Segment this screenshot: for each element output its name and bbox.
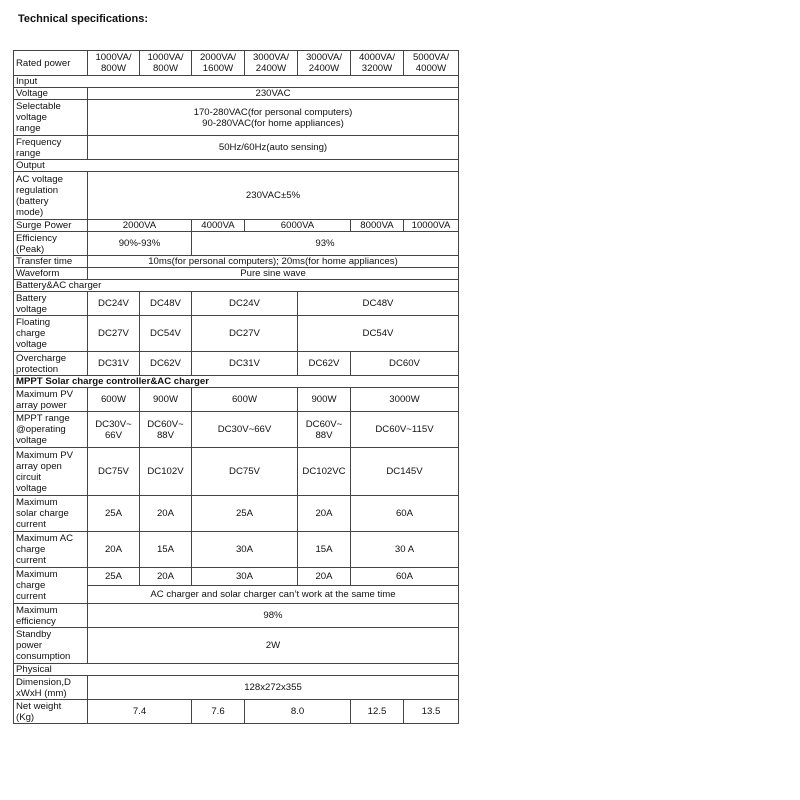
- table-cell: 3000W: [351, 388, 459, 412]
- table-row: [14, 676, 459, 700]
- table-cell: 8000VA: [351, 220, 404, 232]
- section-header: Output: [14, 160, 459, 172]
- row-label: AC voltage regulation (battery mode): [14, 172, 88, 220]
- table-cell: 50Hz/60Hz(auto sensing): [88, 136, 459, 160]
- table-cell: DC24V: [192, 292, 298, 316]
- table-cell: DC27V: [88, 316, 140, 352]
- table-row: [14, 268, 459, 280]
- table-cell: 20A: [88, 532, 140, 568]
- row-label: Waveform: [14, 268, 88, 280]
- table-cell: DC48V: [140, 292, 192, 316]
- row-label: MPPT range @operating voltage: [14, 412, 88, 448]
- table-cell: DC102VC: [298, 448, 351, 496]
- table-row: [14, 448, 459, 496]
- table-cell: DC102V: [140, 448, 192, 496]
- table-cell: DC62V: [140, 352, 192, 376]
- table-cell: AC charger and solar charger can’t work at the same time: [88, 586, 459, 604]
- table-cell: 60A: [351, 568, 459, 586]
- table-row: [14, 232, 459, 256]
- table-row: [14, 388, 459, 412]
- table-cell: 25A: [192, 496, 298, 532]
- table-cell: 93%: [192, 232, 459, 256]
- table-cell: 25A: [88, 568, 140, 586]
- table-cell: 20A: [140, 496, 192, 532]
- table-cell: 25A: [88, 496, 140, 532]
- table-cell: DC48V: [298, 292, 459, 316]
- table-cell: 20A: [140, 568, 192, 586]
- table-cell: DC27V: [192, 316, 298, 352]
- row-label: Transfer time: [14, 256, 88, 268]
- row-label: Battery voltage: [14, 292, 88, 316]
- table-cell: 5000VA/ 4000W: [404, 51, 459, 76]
- table-cell: DC60V: [351, 352, 459, 376]
- table-cell: DC54V: [140, 316, 192, 352]
- spec-table: [13, 50, 459, 724]
- table-cell: 7.4: [88, 700, 192, 724]
- table-cell: 15A: [298, 532, 351, 568]
- table-row: [14, 316, 459, 352]
- table-row: [14, 88, 459, 100]
- table-cell: DC75V: [88, 448, 140, 496]
- table-row: [14, 532, 459, 568]
- table-cell: DC60V~ 88V: [298, 412, 351, 448]
- table-cell: DC145V: [351, 448, 459, 496]
- spec-table-body: [14, 51, 459, 724]
- table-cell: 2000VA/ 1600W: [192, 51, 245, 76]
- table-cell: Pure sine wave: [88, 268, 459, 280]
- row-label: Efficiency (Peak): [14, 232, 88, 256]
- table-row: [14, 256, 459, 268]
- row-label: Selectable voltage range: [14, 100, 88, 136]
- table-cell: 10ms(for personal computers); 20ms(for home appliances): [88, 256, 459, 268]
- table-row: [14, 604, 459, 628]
- table-cell: 60A: [351, 496, 459, 532]
- row-label: Voltage: [14, 88, 88, 100]
- table-row: [14, 700, 459, 724]
- table-cell: 1000VA/ 800W: [88, 51, 140, 76]
- page-title: Technical specifications:: [18, 13, 149, 25]
- table-row: [14, 292, 459, 316]
- table-cell: 13.5: [404, 700, 459, 724]
- table-cell: 7.6: [192, 700, 245, 724]
- table-cell: DC60V~ 88V: [140, 412, 192, 448]
- table-cell: DC54V: [298, 316, 459, 352]
- row-label: Surge Power: [14, 220, 88, 232]
- table-cell: 3000VA/ 2400W: [245, 51, 298, 76]
- table-row: [14, 664, 459, 676]
- table-cell: 3000VA/ 2400W: [298, 51, 351, 76]
- row-label: Maximum charge current: [14, 568, 88, 604]
- table-cell: DC62V: [298, 352, 351, 376]
- table-cell: 600W: [192, 388, 298, 412]
- row-label: Dimension,D xWxH (mm): [14, 676, 88, 700]
- table-cell: 600W: [88, 388, 140, 412]
- table-cell: 30A: [192, 532, 298, 568]
- table-cell: 900W: [298, 388, 351, 412]
- row-label: Maximum AC charge current: [14, 532, 88, 568]
- section-header: Battery&AC charger: [14, 280, 459, 292]
- table-row: [14, 220, 459, 232]
- table-cell: DC60V~115V: [351, 412, 459, 448]
- table-cell: 4000VA/ 3200W: [351, 51, 404, 76]
- table-row: [14, 352, 459, 376]
- table-cell: 2000VA: [88, 220, 192, 232]
- row-label: Maximum efficiency: [14, 604, 88, 628]
- table-cell: DC75V: [192, 448, 298, 496]
- table-cell: 30 A: [351, 532, 459, 568]
- row-label: Maximum solar charge current: [14, 496, 88, 532]
- table-cell: 6000VA: [245, 220, 351, 232]
- table-cell: 230VAC: [88, 88, 459, 100]
- table-cell: 170-280VAC(for personal computers) 90-280VAC(for home appliances): [88, 100, 459, 136]
- table-row: [14, 51, 459, 76]
- row-label: Net weight (Kg): [14, 700, 88, 724]
- table-cell: DC30V~ 66V: [88, 412, 140, 448]
- section-header: MPPT Solar charge controller&AC charger: [14, 376, 459, 388]
- table-row: [14, 160, 459, 172]
- row-label: Rated power: [14, 51, 88, 76]
- table-row: [14, 172, 459, 220]
- row-label: Maximum PV array open circuit voltage: [14, 448, 88, 496]
- table-row: [14, 496, 459, 532]
- table-row: [14, 568, 459, 586]
- table-cell: DC24V: [88, 292, 140, 316]
- table-cell: 8.0: [245, 700, 351, 724]
- table-cell: DC31V: [192, 352, 298, 376]
- table-cell: 12.5: [351, 700, 404, 724]
- row-label: Maximum PV array power: [14, 388, 88, 412]
- table-cell: 15A: [140, 532, 192, 568]
- table-cell: 20A: [298, 496, 351, 532]
- row-label: Overcharge protection: [14, 352, 88, 376]
- table-cell: 30A: [192, 568, 298, 586]
- table-cell: DC30V~66V: [192, 412, 298, 448]
- table-row: [14, 280, 459, 292]
- row-label: Floating charge voltage: [14, 316, 88, 352]
- table-row: [14, 628, 459, 664]
- table-row: [14, 136, 459, 160]
- table-row: [14, 100, 459, 136]
- table-cell: 1000VA/ 800W: [140, 51, 192, 76]
- table-cell: 2W: [88, 628, 459, 664]
- table-cell: 230VAC±5%: [88, 172, 459, 220]
- table-cell: 4000VA: [192, 220, 245, 232]
- table-cell: 98%: [88, 604, 459, 628]
- section-header: Physical: [14, 664, 459, 676]
- row-label: Frequency range: [14, 136, 88, 160]
- table-row: [14, 412, 459, 448]
- row-label: Standby power consumption: [14, 628, 88, 664]
- table-row: [14, 376, 459, 388]
- table-cell: 128x272x355: [88, 676, 459, 700]
- table-cell: 20A: [298, 568, 351, 586]
- table-cell: 10000VA: [404, 220, 459, 232]
- table-row: [14, 76, 459, 88]
- table-cell: 90%-93%: [88, 232, 192, 256]
- section-header: Input: [14, 76, 459, 88]
- table-cell: DC31V: [88, 352, 140, 376]
- table-cell: 900W: [140, 388, 192, 412]
